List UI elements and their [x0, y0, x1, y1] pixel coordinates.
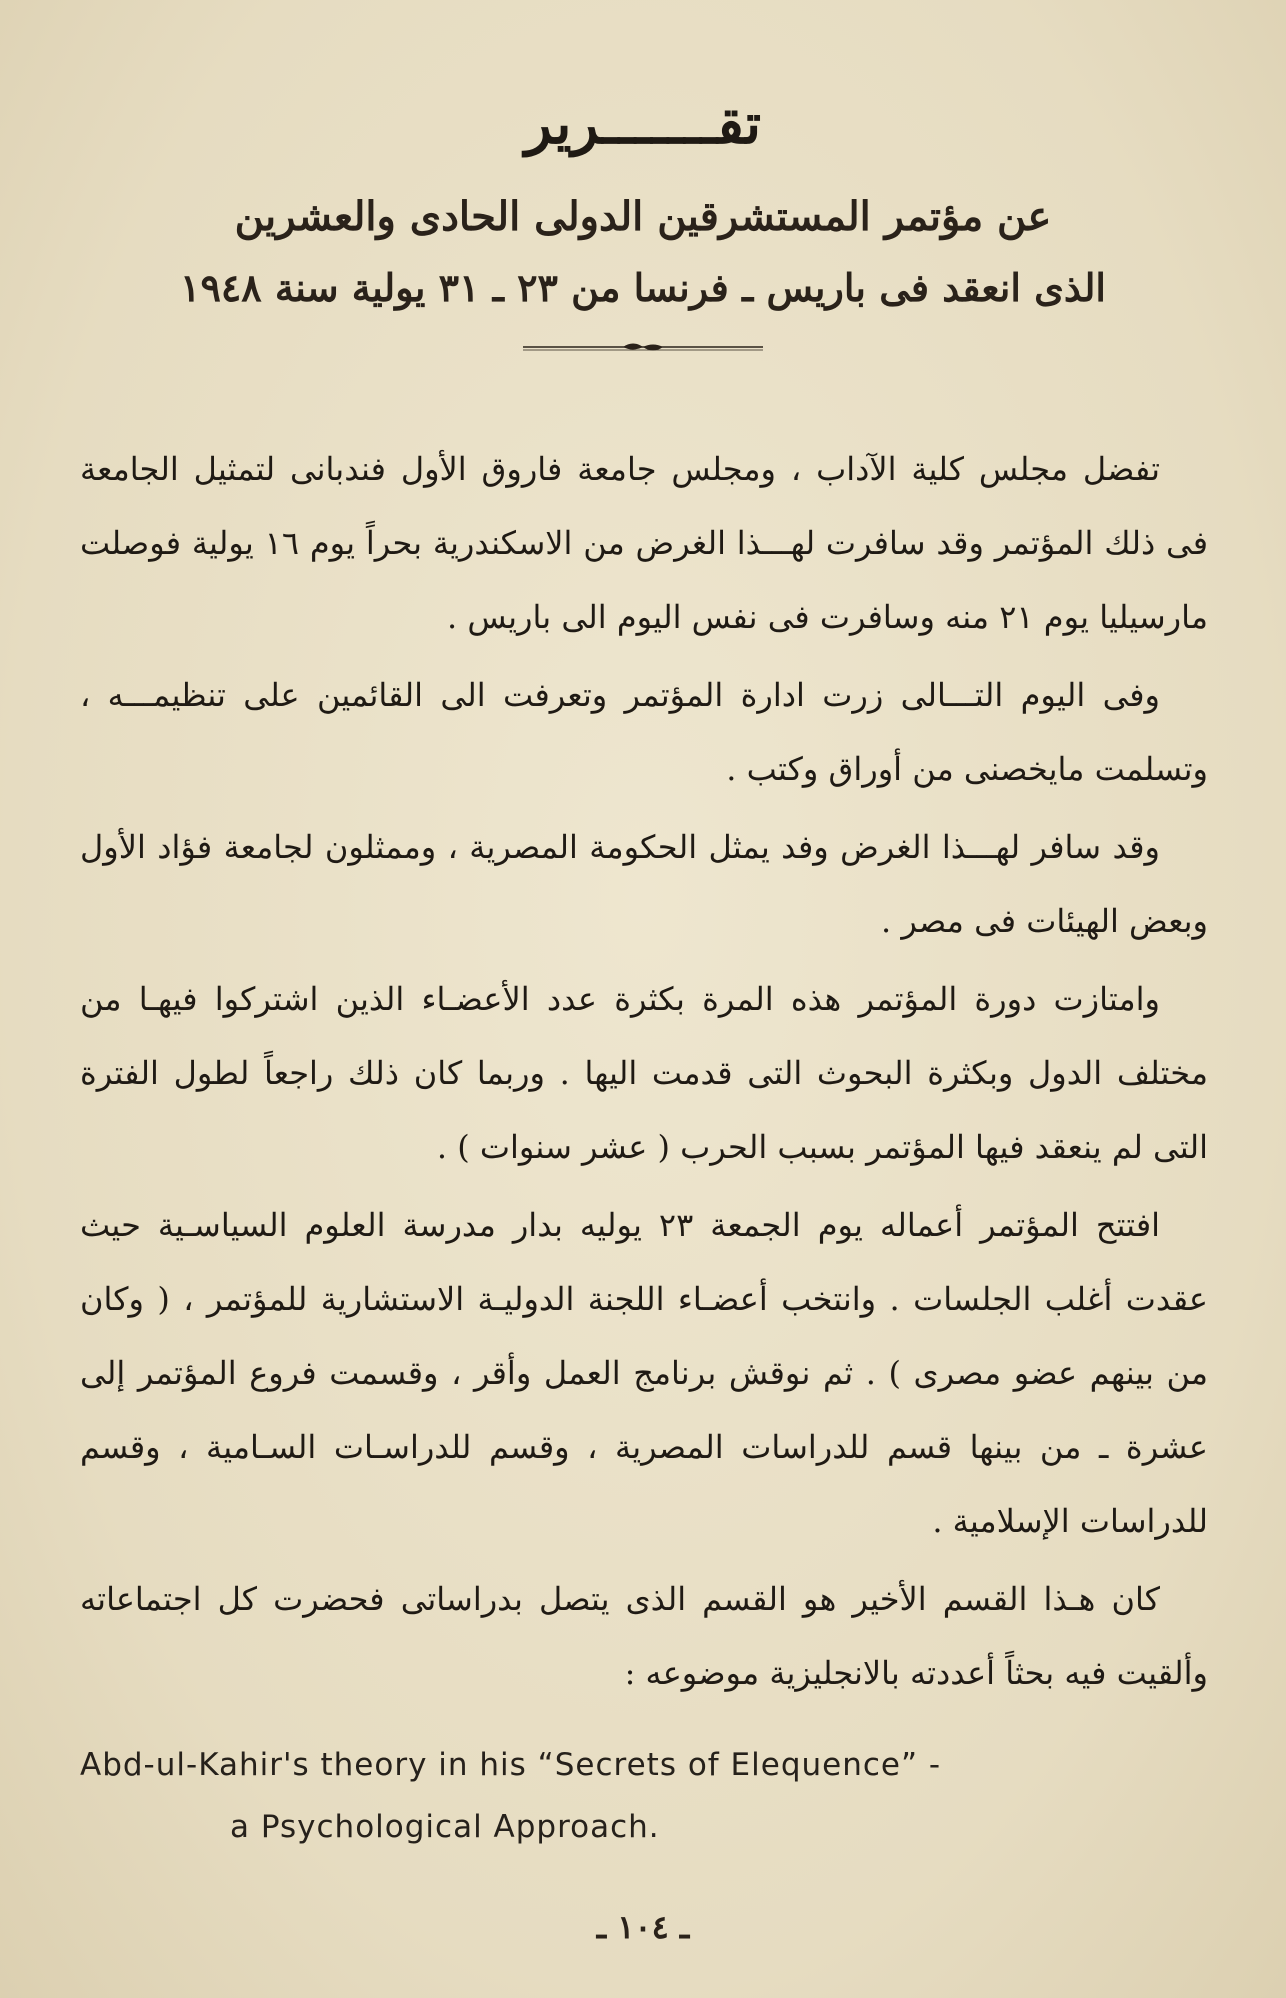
paragraph: وقد سافر لهـــذا الغرض وفد يمثل الحكومة المصرية ، وممثلون لجامعة فؤاد الأول وبعض الهيئات فى مصر .: [80, 828, 1208, 940]
report-title: تقـــــــرير: [524, 91, 762, 157]
report-body: [80, 432, 1208, 1714]
english-paper-title: [80, 1734, 1180, 1858]
paragraph: وامتازت دورة المؤتمر هذه المرة بكثرة عدد الأعضـاء الذين اشتركوا فيهـا من مختلف الدول وبكثرة البحوث التى قدمت اليها . وربما كان ذلك راجعاً لطول الفترة التى لم ينعقد فيها المؤتمر بسبب الحرب ( عشر سنوات ) .: [80, 980, 1209, 1166]
page-number: ـ ١٠٤ ـ: [596, 1908, 690, 1946]
english-title-line-2: a Psychological Approach.: [230, 1809, 660, 1845]
english-title-line-1: Abd-ul-Kahir's theory in his “Secrets of Elequence” -: [80, 1747, 942, 1783]
paragraph: كان هـذا القسم الأخير هو القسم الذى يتصل بدراساتى فحضرت كل اجتماعاته وألقيت فيه بحثاً أعددته بالانجليزية موضوعه :: [80, 1580, 1208, 1692]
paragraph: افتتح المؤتمر أعماله يوم الجمعة ٢٣ يوليه بدار مدرسة العلوم السياسـية حيث عقدت أغلب الجلسات . وانتخب أعضـاء اللجنة الدوليـة الاستشارية للمؤتمر ، ( وكان من بينهم عضو مصرى ) . ثم نوقش برنامج العمل وأقر ، وقسمت فروع المؤتمر إلى عشرة ـ من بينها قسم للدراسات المصرية ، وقسم للدراسـات السـامية ، وقسم للدراسات الإسلامية .: [80, 1206, 1209, 1540]
paragraph: تفضل مجلس كلية الآداب ، ومجلس جامعة فاروق الأول فندبانى لتمثيل الجامعة فى ذلك المؤتمر وقد سافرت لهـــذا الغرض من الاسكندرية بحراً يوم ١٦ يولية فوصلت مارسيليا يوم ٢١ منه وسافرت فى نفس اليوم الى باريس .: [80, 450, 1208, 636]
report-header: [0, 0, 1286, 354]
report-subtitle: عن مؤتمر المستشرقين الدولى الحادى والعشرين: [234, 193, 1052, 240]
paragraph: وفى اليوم التـــالى زرت ادارة المؤتمر وتعرفت الى القائمين على تنظيمـــه ، وتسلمت مايخصنى من أوراق وكتب .: [80, 676, 1208, 788]
report-dates: الذى انعقد فى باريس ـ فرنسا من ٢٣ ـ ٣١ يولية سنة ١٩٤٨: [180, 265, 1106, 310]
ornament-divider: [523, 340, 763, 354]
